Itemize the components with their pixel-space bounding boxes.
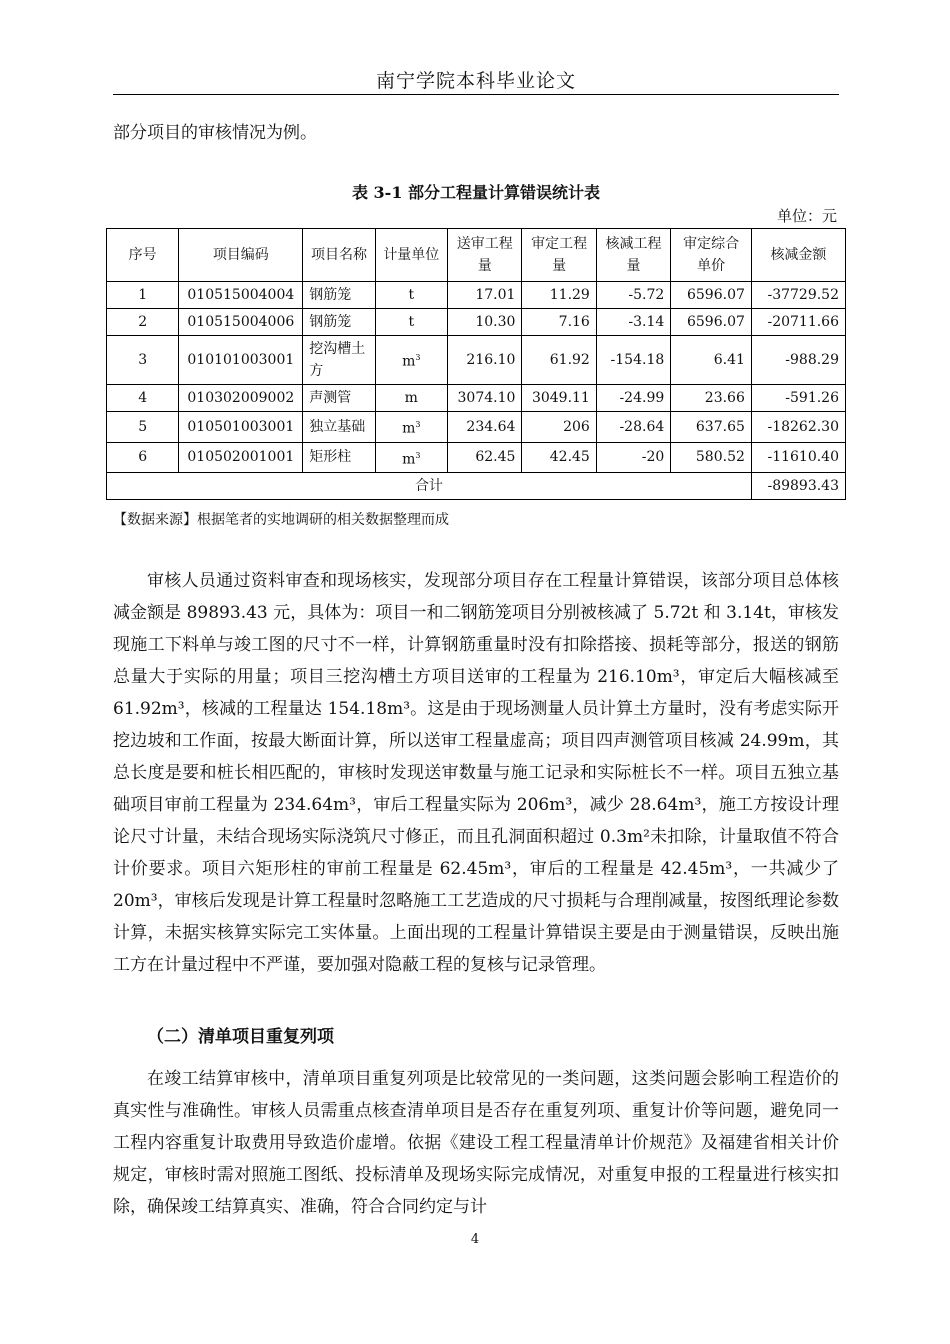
cell-reduced: -20: [596, 442, 670, 473]
cell-code: 010501003001: [179, 412, 303, 443]
cell-no: 4: [107, 385, 179, 412]
body-paragraph-1: 审核人员通过资料审查和现场核实，发现部分项目存在工程量计算错误，该部分项目总体核减金额是 89893.43 元，具体为：项目一和二钢筋笼项目分别被核减了 5.72t 和 3.14t，审核发现施工下料单与竣工图的尺寸不一样，计算钢筋重量时没有扣除搭接、损耗等部分，报送的钢筋总量大于实际的用量；项目三挖沟槽土方项目送审的工程量为 216.10m³，审定后大幅核减至 61.92m³，核减的工程量达 154.18m³。这是由于现场测量人员计算土方量时，没有考虑实际开挖边坡和工作面，按最大断面计算，所以送审工程量虚高；项目四声测管项目核减 24.99m，其总长度是要和桩长相匹配的，审核时发现送审数量与施工记录和实际桩长不一样。项目五独立基础项目审前工程量为 234.64m³，审后工程量实际为 206m³，减少 28.64m³，施工方按设计理论尺寸计量，未结合现场实际浇筑尺寸修正，而且孔洞面积超过 0.3m²未扣除，计量取值不符合计价要求。项目六矩形柱的审前工程量是 62.45m³，审后的工程量是 42.45m³，一共减少了 20m³，审核后发现是计算工程量时忽略施工工艺造成的尺寸损耗与合理削减量，按图纸理论参数计算，未据实核算实际完工实体量。上面出现的工程量计算错误主要是由于测量错误，反映出施工方在计量过程中不严谨，要加强对隐蔽工程的复核与记录管理。: [113, 571, 839, 975]
cell-amount: -11610.40: [751, 442, 845, 473]
running-header-title: 南宁学院本科毕业论文: [375, 70, 576, 92]
col-header-price: 审定综合单价: [671, 229, 752, 282]
cell-unit: m: [375, 385, 447, 412]
cell-no: 6: [107, 442, 179, 473]
cell-approved: 3049.11: [522, 385, 596, 412]
cell-submitted: 3074.10: [448, 385, 522, 412]
unit-superscript: 3: [415, 353, 421, 363]
unit-text: m: [402, 420, 416, 437]
cell-amount: -18262.30: [751, 412, 845, 443]
cell-reduced: -28.64: [596, 412, 670, 443]
total-amount: -89893.43: [751, 473, 845, 500]
cell-amount: -37729.52: [751, 282, 845, 309]
cell-price: 6596.07: [671, 282, 752, 309]
cell-approved: 206: [522, 412, 596, 443]
cell-unit: t: [375, 309, 447, 336]
cell-amount: -20711.66: [751, 309, 845, 336]
unit-text: m: [402, 451, 416, 468]
cell-unit: [375, 442, 447, 473]
cell-code: 010302009002: [179, 385, 303, 412]
body-paragraph-2: 在竣工结算审核中，清单项目重复列项是比较常见的一类问题，这类问题会影响工程造价的真实性与准确性。审核人员需重点核查清单项目是否存在重复列项、重复计价等问题，避免同一工程内容重复计取费用导致造价虚增。依据《建设工程工程量清单计价规范》及福建省相关计价规定，审核时需对照施工图纸、投标清单及现场实际完成情况，对重复申报的工程量进行核实扣除，确保竣工结算真实、准确，符合合同约定与计: [113, 1069, 839, 1217]
cell-price: 637.65: [671, 412, 752, 443]
header-rule: [113, 94, 839, 95]
col-header-code: 项目编码: [179, 229, 303, 282]
cell-name: 钢筋笼: [303, 282, 375, 309]
cell-no: 2: [107, 309, 179, 336]
col-header-unit: 计量单位: [375, 229, 447, 282]
col-header-name: 项目名称: [303, 229, 375, 282]
table-row: [107, 385, 846, 412]
cell-price: 23.66: [671, 385, 752, 412]
col-header-amount: 核减金额: [751, 229, 845, 282]
table-total-row: [107, 473, 846, 500]
table-header-row: [107, 229, 846, 282]
cell-name: 声测管: [303, 385, 375, 412]
col-header-approved: 审定工程量: [522, 229, 596, 282]
cell-price: 6.41: [671, 336, 752, 385]
cell-name: 独立基础: [303, 412, 375, 443]
cell-approved: 42.45: [522, 442, 596, 473]
cell-submitted: 17.01: [448, 282, 522, 309]
cell-unit: t: [375, 282, 447, 309]
cell-submitted: 216.10: [448, 336, 522, 385]
table-row: [107, 442, 846, 473]
table-row: [107, 336, 846, 385]
cell-no: 5: [107, 412, 179, 443]
lead-text: 部分项目的审核情况为例。: [113, 123, 317, 143]
cell-name: 钢筋笼: [303, 309, 375, 336]
cell-code: 010515004006: [179, 309, 303, 336]
cell-unit: [375, 336, 447, 385]
table-row: [107, 412, 846, 443]
cell-submitted: 62.45: [448, 442, 522, 473]
table-caption: 表 3-1 部分工程量计算错误统计表: [351, 183, 601, 202]
table-row: [107, 282, 846, 309]
cell-amount: -591.26: [751, 385, 845, 412]
cell-reduced: -24.99: [596, 385, 670, 412]
cell-name: 挖沟槽土方: [303, 336, 375, 385]
unit-text: m: [402, 353, 416, 370]
cell-code: 010502001001: [179, 442, 303, 473]
cell-reduced: -5.72: [596, 282, 670, 309]
cell-approved: 7.16: [522, 309, 596, 336]
error-statistics-table: [106, 228, 846, 500]
cell-amount: -988.29: [751, 336, 845, 385]
cell-reduced: -3.14: [596, 309, 670, 336]
unit-superscript: 3: [415, 450, 421, 460]
col-header-submitted: 送审工程量: [448, 229, 522, 282]
total-label: 合计: [107, 473, 752, 500]
cell-no: 3: [107, 336, 179, 385]
cell-approved: 61.92: [522, 336, 596, 385]
cell-name: 矩形柱: [303, 442, 375, 473]
table-row: [107, 309, 846, 336]
cell-price: 6596.07: [671, 309, 752, 336]
col-header-reduced: 核减工程量: [596, 229, 670, 282]
cell-reduced: -154.18: [596, 336, 670, 385]
cell-price: 580.52: [671, 442, 752, 473]
page-number: 4: [470, 1232, 480, 1247]
cell-submitted: 10.30: [448, 309, 522, 336]
cell-approved: 11.29: [522, 282, 596, 309]
cell-code: 010515004004: [179, 282, 303, 309]
cell-code: 010101003001: [179, 336, 303, 385]
cell-unit: [375, 412, 447, 443]
section-heading: （二）清单项目重复列项: [147, 1027, 334, 1047]
col-header-no: 序号: [107, 229, 179, 282]
table-source-note: 【数据来源】根据笔者的实地调研的相关数据整理而成: [113, 512, 449, 528]
unit-superscript: 3: [415, 420, 421, 429]
table-unit-note: 单位：元: [776, 207, 837, 225]
cell-submitted: 234.64: [448, 412, 522, 443]
cell-no: 1: [107, 282, 179, 309]
